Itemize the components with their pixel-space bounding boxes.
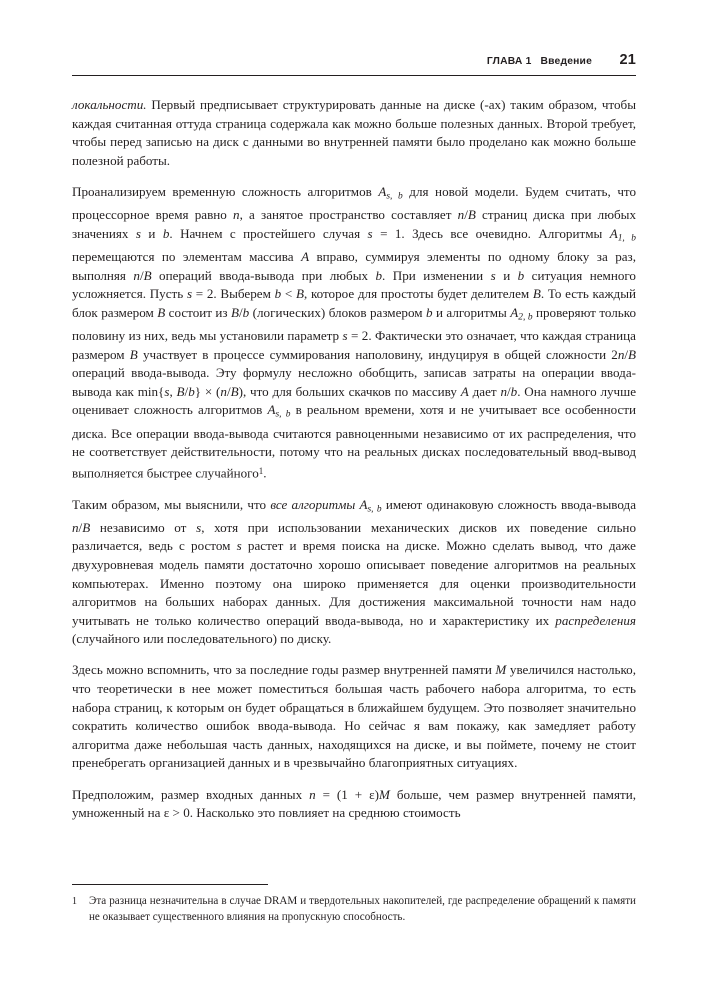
page-content: [72, 52, 636, 823]
running-head-chapter-title: Введение: [540, 56, 592, 67]
running-head: [72, 52, 636, 75]
paragraph-1: локальности. Первый предписывает структурировать данные на диске (-ах) таким образом, чтобы каждая считанная оттуда страница содержала как можно больше полезных данных. Второй требует, чтобы перед записью на диск с данными во внутренней памяти было проделано как можно больше полезной работы.: [72, 97, 636, 168]
footnote-marker: 1: [72, 896, 77, 907]
footnote-rule: [72, 884, 268, 885]
footnote-area: [72, 884, 636, 925]
paragraph-4: Здесь можно вспомнить, что за последние годы размер внутренней памяти M увеличился настолько, что теоретически в нее может поместиться большая часть рабочего набора алгоритма, то есть набора страниц, к которым он будет обращаться в ближайшем будущем. Это позволяет значительно сократить количество ошибок ввода-вывода. Но сейчас я вам покажу, как замедляет работу алгоритма даже небольшая часть данных, находящихся на диске, и вы поймете, почему не стоит пренебрегать организацией данных и в чрезвычайно благоприятных ситуациях.: [72, 662, 636, 771]
header-rule: [72, 75, 636, 76]
footnote-text: Эта разница незначительна в случае DRAM и твердотельных накопителей, где распределение обращений к памяти не оказывает существенного влияния на пропускную способность.: [89, 895, 636, 923]
paragraph-2: Проанализируем временную сложность алгоритмов $A_{s, b}$ для новой модели. Будем считать, что процессорное время равно n, а занятое пространство составляет n/B страниц диска при любых значениях s и b. Начнем с простейшего случая s = 1. Здесь все очевидно. Алгоритмы $A_{1, b}$ перемещаются по элементам массива A вправо, суммируя элементы по одному блоку за раз, выполняя n/B операций ввода-вывода при любых b. При изменении s и b ситуация немного усложняется. Пусть s = 2. Выберем b < B, которое для простоты будет делителем B. То есть каждый блок размером B состоит из B/b (логических) блоков размером b и алгоритмы $A_{2, b}$ проверяют только половину из них, ведь мы установили параметр s = 2. Фактически это означает, что каждая страница размером B участвует в процессе суммирования наполовину, индуцируя в общей сложности 2n/B операций ввода-вывода. Эту формулу несложно обобщить, записав затраты на операции ввода-вывода как min{s, B/b} × (n/B), что для больших скачков по массиву A дает n/b. Она намного лучше оценивает сложность алгоритмов $A_{s, b}$ в реальном времени, хотя и не учитывает все особенности диска. Все операции ввода-вывода считаются равноценными независимо от их распределения, что не соответствует действительности, потому что на реальных дисках последовательный ввод-вывод выполняется быстрее случайного$^1$.: [72, 183, 637, 481]
running-head-chapter: ГЛАВА 1: [486, 56, 532, 67]
paragraph-5: Предположим, размер входных данных n = (1 + ε)M больше, чем размер внутренней памяти, умноженный на ε > 0. Насколько это повлияет на среднюю стоимость: [72, 786, 636, 821]
paragraph-3: Таким образом, мы выяснили, что все алгоритмы $A_{s, b}$ имеют одинаковую сложность ввода-вывода n/B независимо от s, хотя при использовании механических дисков их поведение сильно различается, ведь с ростом s растет и время поиска на диске. Можно сделать вывод, что даже двухуровневая модель памяти достаточно хорошо описывает поведение алгоритмов на реальных компьютерах. Именно поэтому она широко применяется для оценки производительности алгоритмов на больших наборах данных. Для достижения максимальной точности нам надо учитывать не только количество операций ввода-вывода, но и характеристику их распределения (случайного или последовательного) по диску.: [72, 496, 637, 647]
footnote-1: [72, 894, 636, 925]
page-number: 21: [619, 52, 636, 68]
